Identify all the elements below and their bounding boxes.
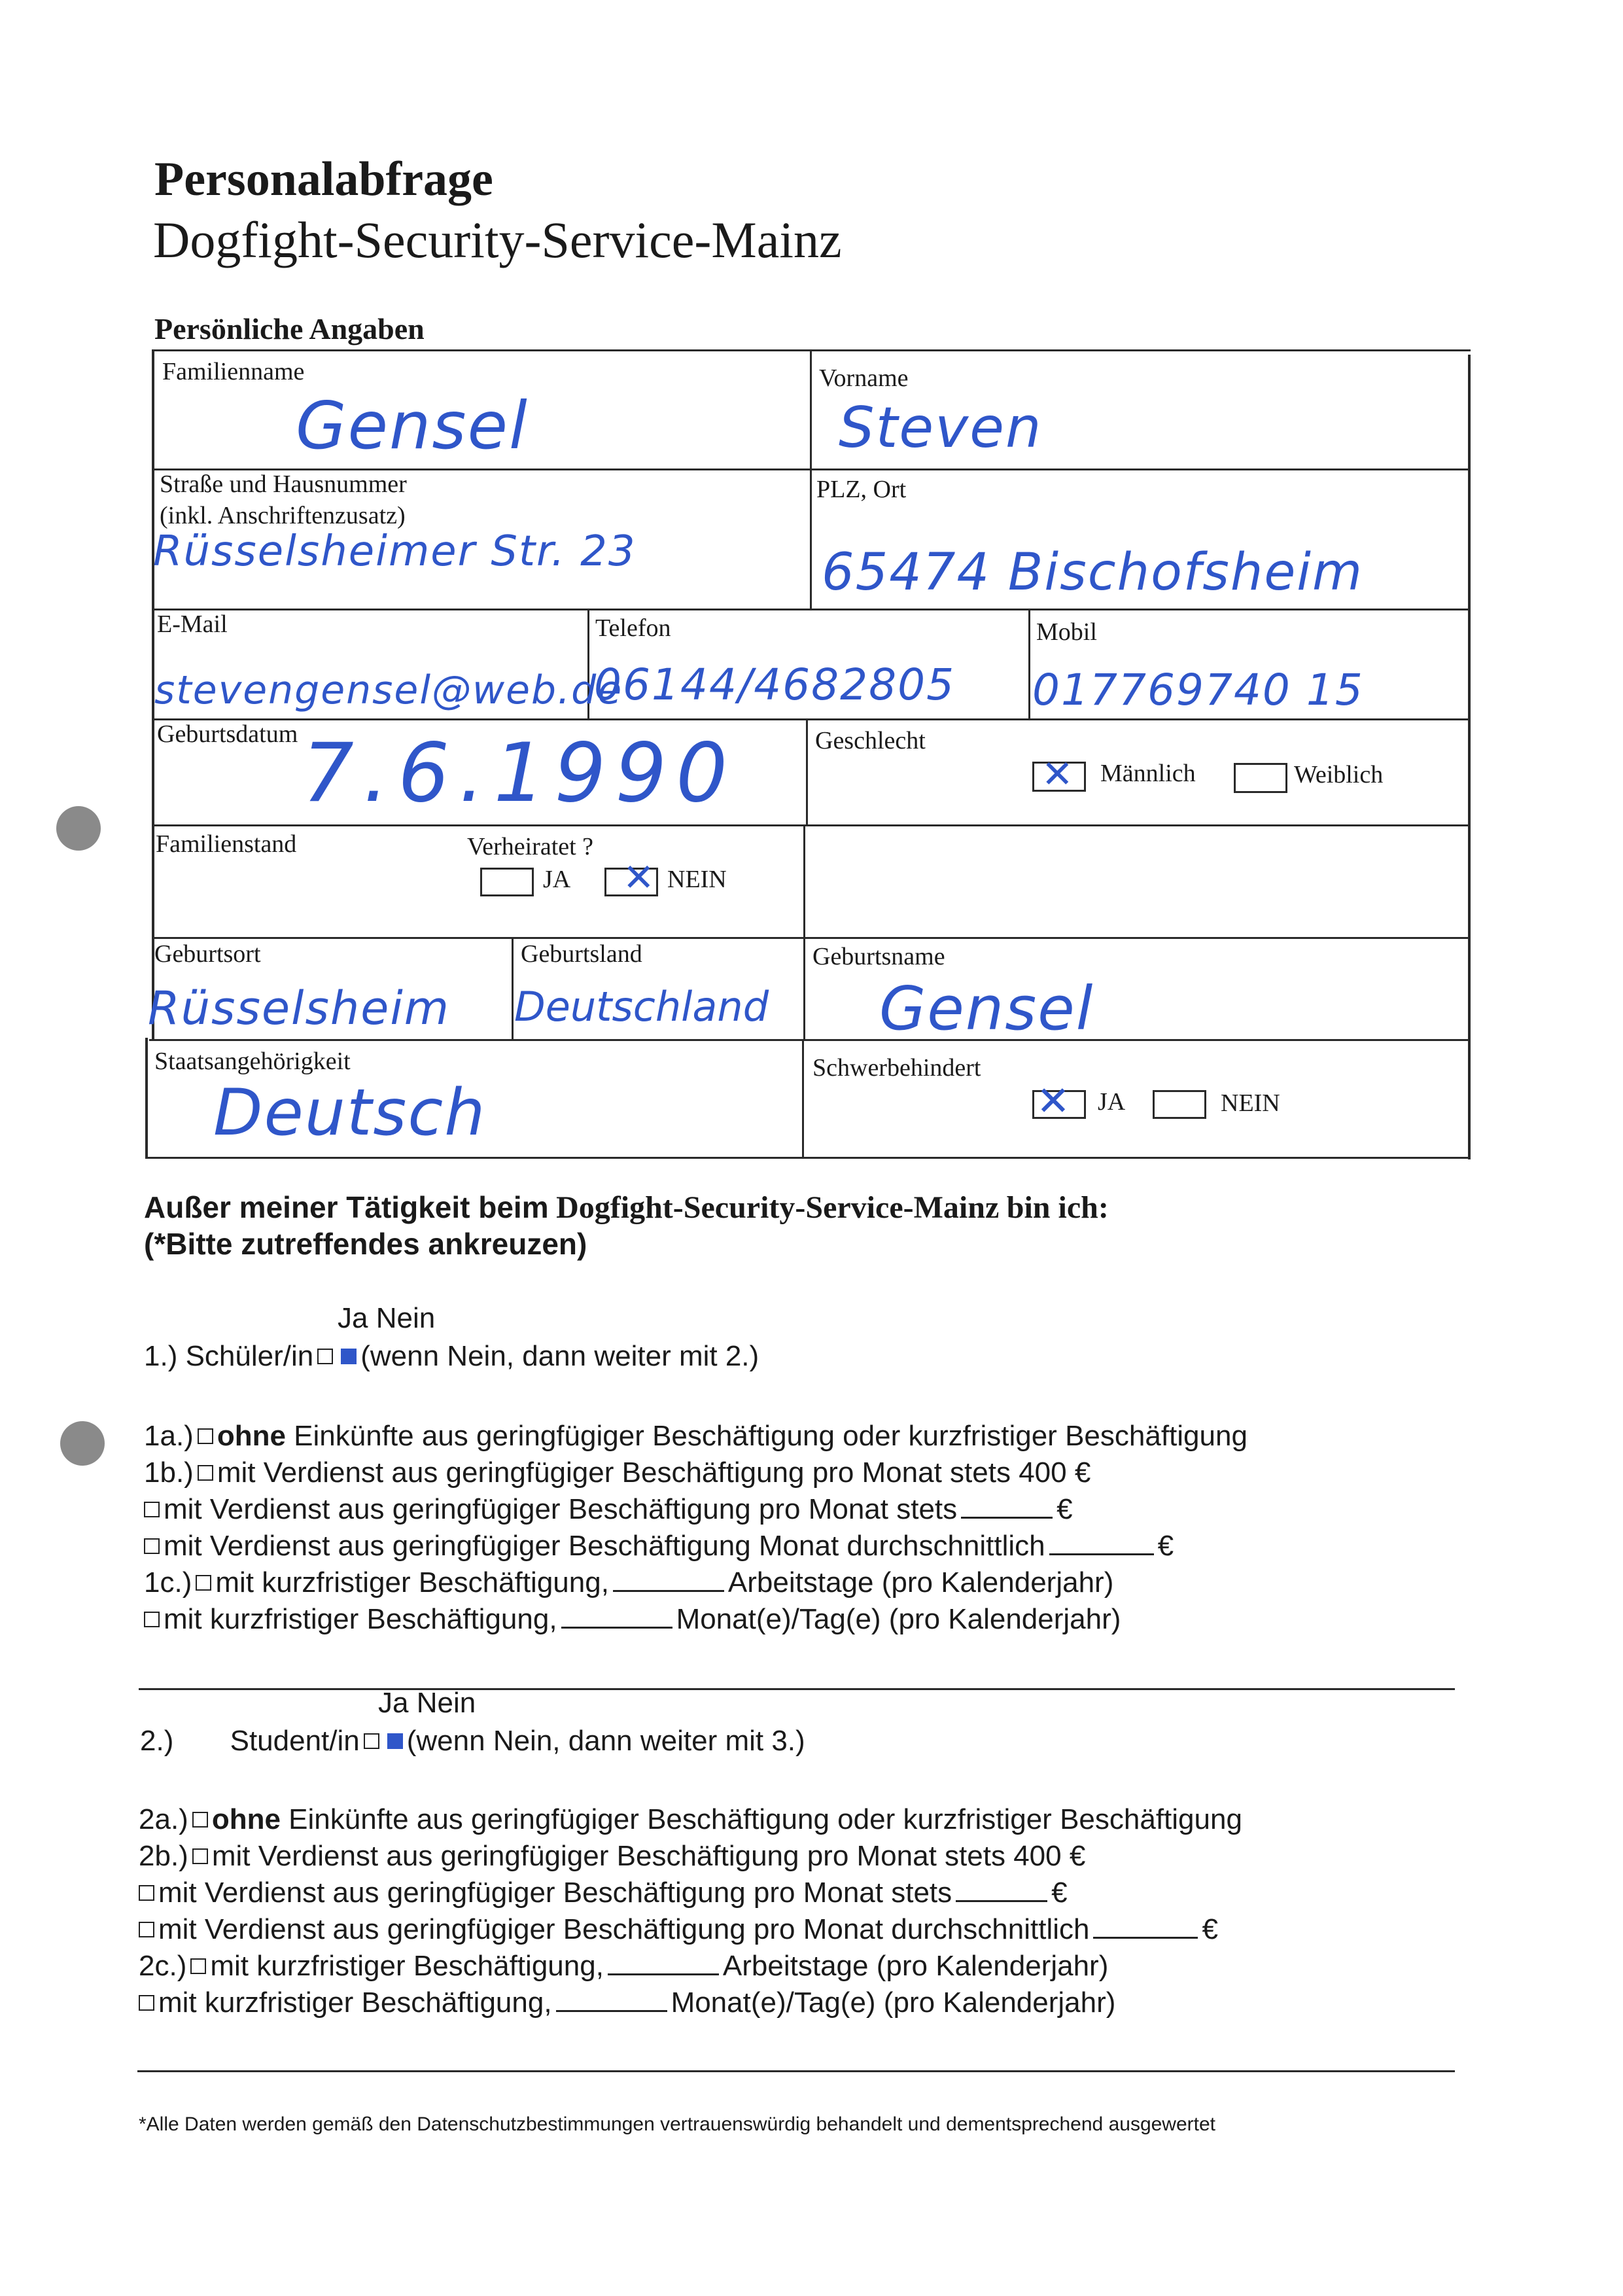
- ja-nein-header-2: Ja Nein: [378, 1687, 476, 1719]
- label-schwer-nein: NEIN: [1221, 1089, 1280, 1117]
- value-staatsangehoerigkeit[interactable]: Deutsch: [213, 1076, 487, 1150]
- label-mobil: Mobil: [1036, 618, 1097, 646]
- checkbox-q2-ja[interactable]: [364, 1733, 379, 1749]
- checkbox-1b-400[interactable]: [198, 1465, 213, 1481]
- heading-part-2: Dogfight-Security-Service-Mainz: [556, 1190, 1000, 1225]
- cross-mark-icon: ✕: [1036, 1077, 1070, 1125]
- label-telefon: Telefon: [595, 614, 671, 642]
- page-title: Personalabfrage: [154, 152, 493, 206]
- option-2c-text-b: Arbeitstage (pro Kalenderjahr): [722, 1950, 1109, 1982]
- col-divider-ort-land: [512, 937, 514, 1040]
- footer-note: *Alle Daten werden gemäß den Datenschutzbestimmungen vertrauenswürdig behandelt und dementsprechend ausgewertet: [139, 2113, 1216, 2135]
- checkbox-q1-ja[interactable]: [317, 1349, 333, 1364]
- label-schwerbehindert: Schwerbehindert: [812, 1054, 981, 1082]
- checkbox-1b-durch[interactable]: [144, 1538, 160, 1554]
- checkbox-1c-monat[interactable]: [144, 1612, 160, 1627]
- row-divider-6: [149, 1039, 1471, 1041]
- option-1a: [144, 1420, 1248, 1453]
- label-geschlecht: Geschlecht: [815, 727, 926, 754]
- label-geburtsort: Geburtsort: [154, 940, 261, 968]
- option-1c-prefix: 1c.): [144, 1566, 192, 1598]
- option-1b-durch-text: mit Verdienst aus geringfügiger Beschäftigung Monat durchschnittlich: [164, 1530, 1045, 1562]
- cross-mark-icon: ✕: [623, 855, 655, 900]
- checkbox-2b-durch[interactable]: [139, 1922, 154, 1937]
- cross-mark-icon: ✕: [1041, 752, 1073, 796]
- value-familienname[interactable]: Gensel: [296, 387, 529, 464]
- option-1a-ohne: ohne: [217, 1420, 286, 1452]
- ja-nein-header-1: Ja Nein: [338, 1302, 436, 1334]
- table-border-left-lower: [145, 1038, 148, 1158]
- label-email: E-Mail: [157, 610, 228, 638]
- option-1c-text-b: Arbeitstage (pro Kalenderjahr): [727, 1566, 1114, 1598]
- col-divider-row4: [806, 718, 808, 826]
- label-plz: PLZ, Ort: [816, 476, 907, 503]
- checkbox-2a[interactable]: [192, 1812, 208, 1828]
- question-1: [144, 1340, 759, 1373]
- label-familienname: Familienname: [162, 358, 305, 385]
- checkbox-q2-nein[interactable]: [387, 1733, 403, 1749]
- option-2b-durch-text: mit Verdienst aus geringfügiger Beschäftigung pro Monat durchschnittlich: [158, 1913, 1090, 1945]
- option-1b-stets-text: mit Verdienst aus geringfügiger Beschäftigung pro Monat stets: [164, 1493, 958, 1525]
- option-2b-text: mit Verdienst aus geringfügiger Beschäftigung pro Monat stets 400 €: [211, 1840, 1086, 1872]
- option-1c: [144, 1566, 1113, 1599]
- value-geburtsname[interactable]: Gensel: [879, 974, 1094, 1044]
- heading-part-1: Außer meiner Tätigkeit beim: [144, 1190, 549, 1224]
- checkbox-q1-nein[interactable]: [341, 1349, 357, 1364]
- option-1c-text-a: mit kurzfristiger Beschäftigung,: [215, 1566, 609, 1598]
- checkbox-2c-monat[interactable]: [139, 1995, 154, 2011]
- blank-2c-monat[interactable]: [556, 1987, 667, 2012]
- question-2-prefix: 2.): [140, 1725, 174, 1757]
- option-1c-monat-text-b: Monat(e)/Tag(e) (pro Kalenderjahr): [676, 1603, 1121, 1635]
- value-mobil[interactable]: 017769740 15: [1032, 665, 1364, 715]
- label-familienstand: Familienstand: [156, 830, 297, 858]
- page-subtitle: Dogfight-Security-Service-Mainz: [153, 211, 842, 268]
- row-divider-3: [152, 718, 1471, 720]
- question-2-label: Student/in: [230, 1725, 360, 1757]
- checkbox-verheiratet-ja[interactable]: [480, 868, 534, 896]
- blank-2b-stets[interactable]: [956, 1877, 1047, 1902]
- option-1b: [144, 1457, 1091, 1489]
- value-telefon[interactable]: 06144/4682805: [594, 660, 956, 710]
- activity-subheading: (*Bitte zutreffendes ankreuzen): [144, 1227, 587, 1261]
- col-divider-row5: [803, 824, 805, 938]
- col-divider-tel-mobil: [1028, 609, 1030, 720]
- value-geburtsland[interactable]: Deutschland: [514, 983, 769, 1031]
- option-2b-durch: [139, 1913, 1218, 1946]
- option-2a-ohne: ohne: [211, 1803, 281, 1835]
- value-geburtsort[interactable]: Rüsselsheim: [148, 981, 450, 1035]
- value-vorname[interactable]: Steven: [839, 395, 1043, 461]
- blank-1b-stets[interactable]: [961, 1493, 1053, 1519]
- checkbox-weiblich[interactable]: [1234, 763, 1287, 793]
- option-2a-text: Einkünfte aus geringfügiger Beschäftigung oder kurzfristiger Beschäftigung: [288, 1803, 1242, 1835]
- label-vorname: Vorname: [819, 364, 909, 392]
- label-verheiratet: Verheiratet ?: [467, 833, 594, 860]
- option-2c-monat-text-a: mit kurzfristiger Beschäftigung,: [158, 1987, 552, 2019]
- label-strasse-2: (inkl. Anschriftenzusatz): [160, 502, 406, 529]
- punch-hole-bottom: [60, 1421, 105, 1466]
- label-maennlich: Männlich: [1100, 760, 1196, 787]
- euro-2b-stets: €: [1051, 1877, 1068, 1909]
- question-1-suffix: (wenn Nein, dann weiter mit 2.): [360, 1340, 759, 1372]
- question-2-suffix: (wenn Nein, dann weiter mit 3.): [406, 1725, 805, 1757]
- checkbox-1b-stets[interactable]: [144, 1502, 160, 1517]
- option-2a: [139, 1803, 1242, 1836]
- blank-1c-arbeitstage[interactable]: [613, 1566, 724, 1592]
- section-title-personal: Persönliche Angaben: [154, 312, 425, 345]
- option-1b-text: mit Verdienst aus geringfügiger Beschäftigung pro Monat stets 400 €: [217, 1457, 1091, 1489]
- question-1-label: 1.) Schüler/in: [144, 1340, 314, 1372]
- label-staatsangehoerigkeit: Staatsangehörigkeit: [154, 1048, 351, 1075]
- checkbox-2c-arbeitstage[interactable]: [190, 1958, 206, 1974]
- label-verheiratet-nein: NEIN: [667, 866, 727, 893]
- col-divider-land-name: [803, 937, 805, 1040]
- checkbox-2b-stets[interactable]: [139, 1885, 154, 1901]
- table-border-bottom: [145, 1157, 1471, 1159]
- question-2: [140, 1725, 805, 1757]
- value-plz[interactable]: 65474 Bischofsheim: [822, 543, 1363, 602]
- section-divider-2: [137, 2070, 1455, 2072]
- checkbox-1c-arbeitstage[interactable]: [196, 1575, 211, 1591]
- value-geburtsdatum[interactable]: 7.6.1990: [302, 726, 737, 821]
- label-geburtsname: Geburtsname: [812, 943, 945, 970]
- blank-2b-durch[interactable]: [1093, 1913, 1198, 1939]
- label-geburtsland: Geburtsland: [521, 940, 642, 968]
- label-strasse-1: Straße und Hausnummer: [160, 470, 407, 498]
- option-1b-prefix: 1b.): [144, 1457, 194, 1489]
- option-2c-text-a: mit kurzfristiger Beschäftigung,: [210, 1950, 604, 1982]
- option-1c-monat-text-a: mit kurzfristiger Beschäftigung,: [164, 1603, 557, 1635]
- checkbox-2b-400[interactable]: [192, 1848, 208, 1864]
- blank-1c-monat[interactable]: [561, 1603, 672, 1629]
- blank-2c-arbeitstage[interactable]: [608, 1950, 719, 1975]
- option-2c: [139, 1950, 1108, 1983]
- option-1a-prefix: 1a.): [144, 1420, 194, 1452]
- section-divider-1: [139, 1688, 1455, 1690]
- option-1c-monat: [144, 1603, 1121, 1636]
- euro-1b-durch: €: [1157, 1530, 1174, 1562]
- option-2c-monat-text-b: Monat(e)/Tag(e) (pro Kalenderjahr): [671, 1987, 1116, 2019]
- activity-heading: [144, 1190, 1109, 1226]
- punch-hole-top: [56, 806, 101, 851]
- option-2b-stets: [139, 1877, 1068, 1909]
- checkbox-1a[interactable]: [198, 1428, 213, 1444]
- checkbox-schwer-nein[interactable]: [1153, 1090, 1206, 1119]
- heading-part-3: bin ich:: [1006, 1190, 1109, 1225]
- option-2c-prefix: 2c.): [139, 1950, 187, 1982]
- option-1b-durch: [144, 1530, 1174, 1563]
- option-2c-monat: [139, 1987, 1115, 2019]
- label-verheiratet-ja: JA: [543, 866, 571, 893]
- col-divider-row7: [802, 1039, 804, 1158]
- option-2b-prefix: 2b.): [139, 1840, 188, 1872]
- option-2a-prefix: 2a.): [139, 1803, 188, 1835]
- option-2b-stets-text: mit Verdienst aus geringfügiger Beschäftigung pro Monat stets: [158, 1877, 952, 1909]
- blank-1b-durch[interactable]: [1049, 1530, 1154, 1555]
- label-weiblich: Weiblich: [1294, 761, 1384, 788]
- col-divider-row1-2: [810, 349, 812, 610]
- label-geburtsdatum: Geburtsdatum: [157, 720, 298, 748]
- euro-1b-stets: €: [1056, 1493, 1073, 1525]
- label-schwer-ja: JA: [1098, 1088, 1126, 1116]
- row-divider-4: [152, 824, 1471, 826]
- option-1a-text: Einkünfte aus geringfügiger Beschäftigung oder kurzfristiger Beschäftigung: [294, 1420, 1248, 1452]
- value-strasse[interactable]: Rüsselsheimer Str. 23: [153, 527, 637, 576]
- value-email[interactable]: stevengensel@web.de: [154, 667, 623, 713]
- row-divider-5: [152, 937, 1471, 939]
- option-1b-stets: [144, 1493, 1073, 1526]
- euro-2b-durch: €: [1202, 1913, 1218, 1945]
- option-2b: [139, 1840, 1085, 1873]
